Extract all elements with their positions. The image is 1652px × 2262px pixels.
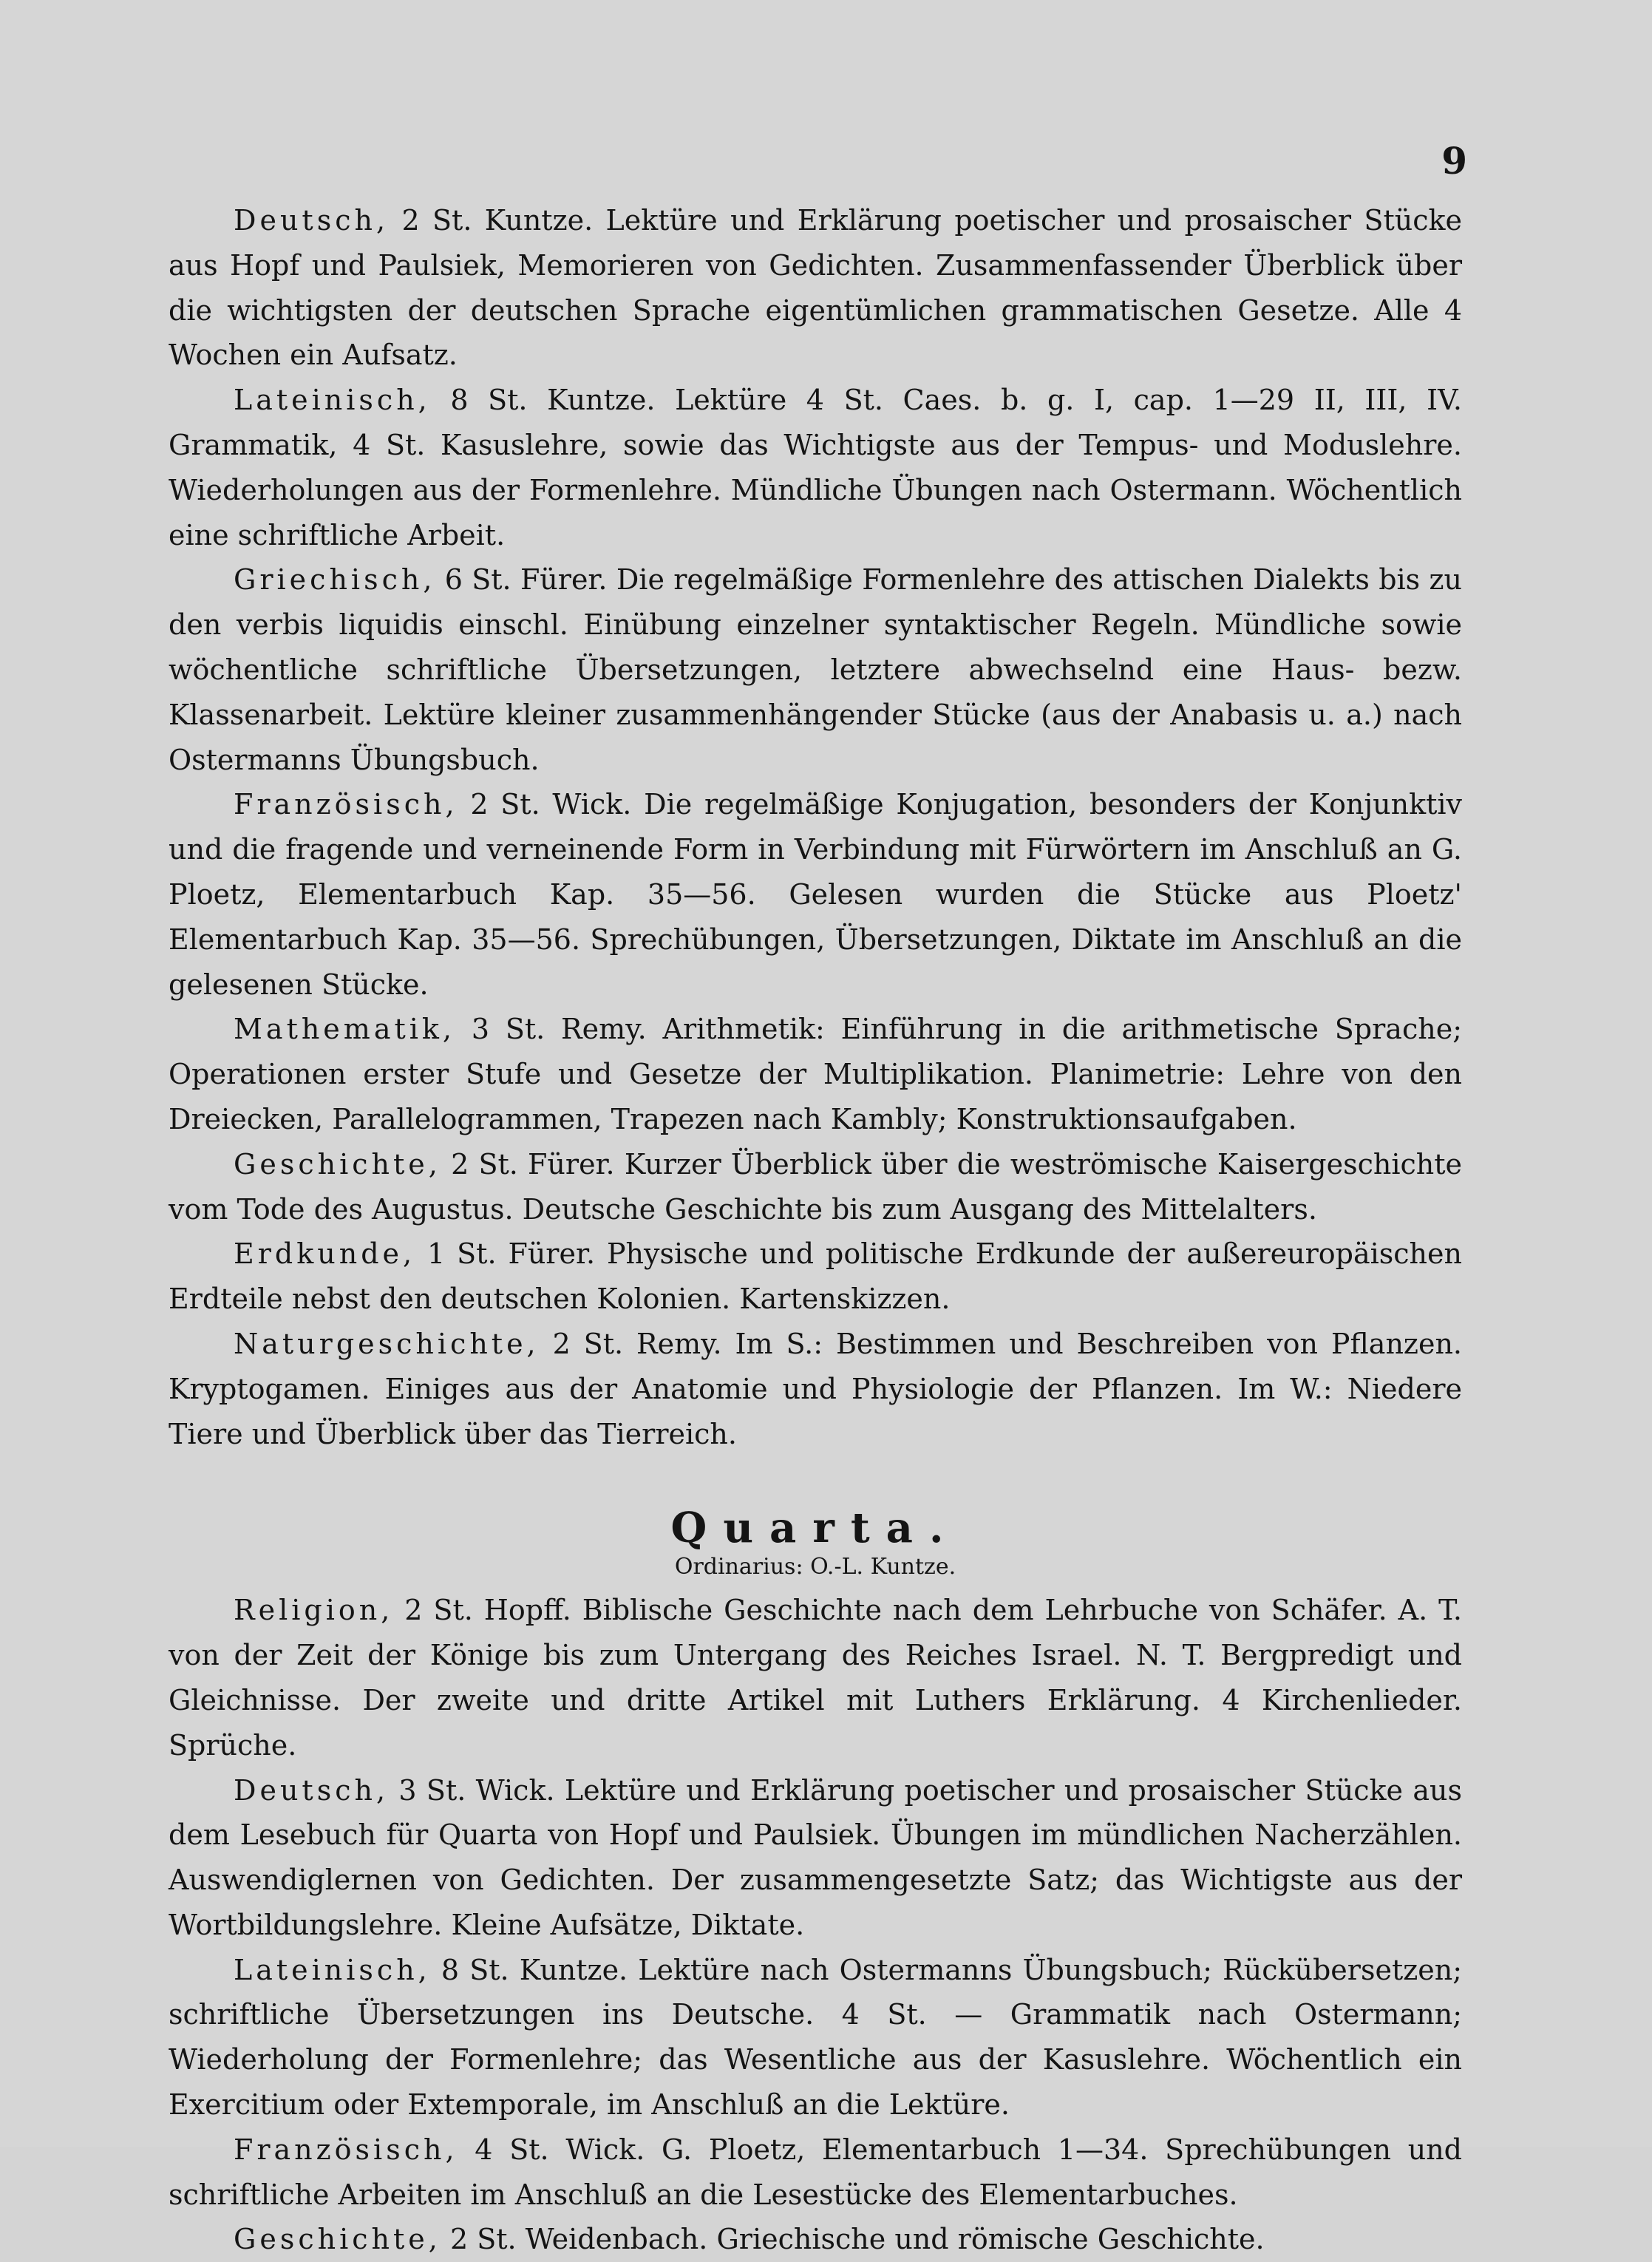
page-number: 9 bbox=[1441, 139, 1467, 183]
section-text: 2 St. Remy. Im S.: Bestimmen und Beschreiben von Pflanzen. Kryptogamen. Einiges aus der Anatomie und Physiologie der Pflanzen. Im W.: Niedere Tiere und Überblick über das Tierreich. bbox=[169, 1327, 1462, 1450]
section-text: 2 St. Kuntze. Lektüre und Erklärung poetischer und prosaischer Stücke aus Hopf und Paulsiek, Memorieren von Gedichten. Zusammenfassender Überblick über die wichtigsten der deutschen Sprache eigentümlichen grammatischen Gesetze. Alle 4 Wochen ein Aufsatz. bbox=[169, 204, 1462, 372]
subject-label: Deutsch, bbox=[234, 1773, 390, 1807]
section-text: 3 St. Remy. Arithmetik: Einführung in die arithmetische Sprache; Operationen erster Stufe und Gesetze der Multiplikation. Planimetrie: Lehre von den Dreiecken, Parallelogrammen, Trapezen nach Kambly; Konstruktionsaufgaben. bbox=[169, 1013, 1462, 1135]
class-ordinarius: Ordinarius: O.-L. Kuntze. bbox=[674, 1554, 956, 1580]
section-text: 3 St. Wick. Lektüre und Erklärung poetischer und prosaischer Stücke aus dem Lesebuch für Quarta von Hopf und Paulsiek. Übungen im mündlichen Nacherzählen. Auswendiglernen von Gedichten. Der zusammengesetzte Satz; das Wichtigste aus der Wortbildungslehre. Kleine Aufsätze, Diktate. bbox=[169, 1773, 1462, 1941]
subject-label: Geschichte, bbox=[234, 1147, 441, 1181]
subject-label: Naturgeschichte, bbox=[234, 1327, 540, 1360]
page-content bbox=[169, 198, 1462, 2262]
section-text: 2 St. Wick. Die regelmäßige Konjugation, besonders der Konjunktiv und die fragende und verneinende Form in Verbindung mit Fürwörtern im Anschluß an G. Ploetz, Elementarbuch Kap. 35—56. Gelesen wurden die Stücke aus Ploetz' Elementarbuch Kap. 35—56. Sprechübungen, Übersetzungen, Diktate im Anschluß an die gelesenen Stücke. bbox=[169, 788, 1462, 1001]
section-lateinisch-upper bbox=[169, 378, 1462, 557]
section-deutsch-upper bbox=[169, 198, 1462, 378]
subject-label: Religion, bbox=[234, 1594, 394, 1627]
section-text: 2 St. Weidenbach. Griechische und römische Geschichte. bbox=[441, 2223, 1265, 2256]
section-text: 2 St. Fürer. Kurzer Überblick über die weströmische Kaisergeschichte vom Tode des Augustus. Deutsche Geschichte bis zum Ausgang des Mittelalters. bbox=[169, 1147, 1462, 1226]
subject-label: Französisch, bbox=[234, 788, 458, 821]
section-text: 8 St. Kuntze. Lektüre 4 St. Caes. b. g. I, cap. 1—29 II, III, IV. Grammatik, 4 St. Kasuslehre, sowie das Wichtigste aus der Tempus- und Moduslehre. Wiederholungen aus der Formenlehre. Mündliche Übungen nach Ostermann. Wöchentlich eine schriftliche Arbeit. bbox=[169, 384, 1462, 551]
section-geschichte-lower bbox=[169, 2217, 1462, 2262]
section-erdkunde bbox=[169, 1232, 1462, 1322]
class-heading: Quarta. bbox=[670, 1504, 960, 1553]
subject-label: Geschichte, bbox=[234, 2223, 441, 2256]
section-religion bbox=[169, 1588, 1462, 1767]
section-text: 4 St. Wick. G. Ploetz, Elementarbuch 1—34. Sprechübungen und schriftliche Arbeiten im Anschluß an die Lesestücke des Elementarbuches. bbox=[169, 2133, 1462, 2211]
subject-label: Mathematik, bbox=[234, 1013, 456, 1046]
section-geschichte-upper bbox=[169, 1142, 1462, 1232]
section-franzoesisch-upper bbox=[169, 782, 1462, 1007]
subject-label: Lateinisch, bbox=[234, 1953, 431, 1986]
section-lateinisch-lower bbox=[169, 1948, 1462, 2127]
section-text: 8 St. Kuntze. Lektüre nach Ostermanns Übungsbuch; Rückübersetzen; schriftliche Übersetzungen ins Deutsche. 4 St. — Grammatik nach Ostermann; Wiederholung der Formenlehre; das Wesentliche aus der Kasuslehre. Wöchentlich ein Exercitium oder Extemporale, im Anschluß an die Lektüre. bbox=[169, 1953, 1462, 2122]
section-mathematik bbox=[169, 1007, 1462, 1141]
section-deutsch-lower bbox=[169, 1768, 1462, 1948]
subject-label: Deutsch, bbox=[234, 204, 390, 237]
subject-label: Griechisch, bbox=[234, 563, 436, 597]
subject-label: Lateinisch, bbox=[234, 384, 431, 417]
section-text: 1 St. Fürer. Physische und politische Erdkunde der außereuropäischen Erdteile nebst den deutschen Kolonien. Kartenskizzen. bbox=[169, 1237, 1462, 1316]
subject-label: Erdkunde, bbox=[234, 1237, 416, 1271]
section-franzoesisch-lower bbox=[169, 2127, 1462, 2218]
subject-label: Französisch, bbox=[234, 2133, 458, 2166]
section-text: 2 St. Hopff. Biblische Geschichte nach dem Lehrbuche von Schäfer. A. T. von der Zeit der Könige bis zum Untergang des Reiches Israel. N. T. Bergpredigt und Gleichnisse. Der zweite und dritte Artikel mit Luthers Erklärung. 4 Kirchenlieder. Sprüche. bbox=[169, 1594, 1462, 1762]
section-griechisch bbox=[169, 557, 1462, 782]
section-text: 6 St. Fürer. Die regelmäßige Formenlehre des attischen Dialekts bis zu den verbis liquidis einschl. Einübung einzelner syntaktischer Regeln. Mündliche sowie wöchentliche schriftliche Übersetzungen, letztere abwechselnd eine Haus- bezw. Klassenarbeit. Lektüre kleiner zusammenhängender Stücke (aus der Anabasis u. a.) nach Ostermanns Übungsbuch. bbox=[169, 563, 1462, 776]
section-naturgeschichte bbox=[169, 1322, 1462, 1456]
